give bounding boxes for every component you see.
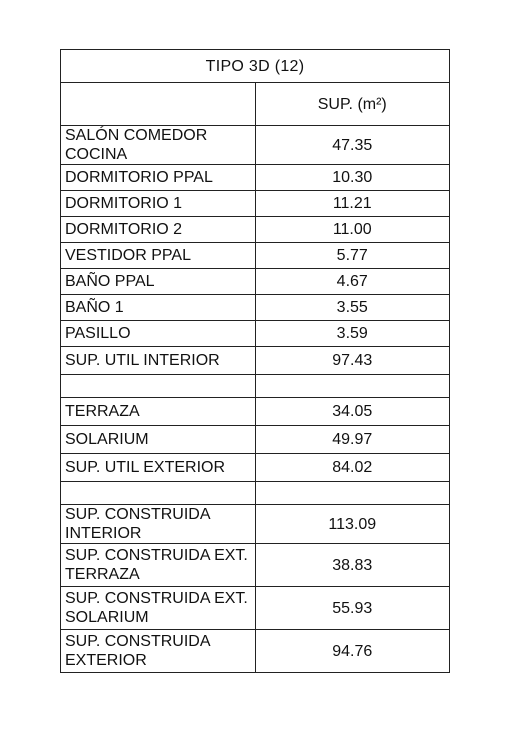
- area-value: 5.77: [255, 243, 450, 269]
- total-label: SUP. CONSTRUIDA EXT. TERRAZA: [61, 544, 256, 587]
- table-row: [61, 295, 450, 321]
- title-row: [61, 50, 450, 83]
- table-row: [61, 426, 450, 454]
- room-label: DORMITORIO 2: [61, 217, 256, 243]
- table-row: [61, 243, 450, 269]
- surface-area-table: [60, 49, 450, 673]
- table-row: [61, 269, 450, 295]
- subtotal-value: 84.02: [255, 454, 450, 482]
- table-row: [61, 321, 450, 347]
- area-value: 3.55: [255, 295, 450, 321]
- area-value: 4.67: [255, 269, 450, 295]
- table-title: TIPO 3D (12): [61, 50, 450, 83]
- subtotal-value: 97.43: [255, 347, 450, 375]
- spacer-row: [61, 482, 450, 505]
- total-label: SUP. CONSTRUIDA EXTERIOR: [61, 630, 256, 673]
- subtotal-label: SUP. UTIL EXTERIOR: [61, 454, 256, 482]
- total-label: SUP. CONSTRUIDA EXT. SOLARIUM: [61, 587, 256, 630]
- spacer-row: [61, 375, 450, 398]
- table-row: [61, 191, 450, 217]
- header-row: [61, 83, 450, 126]
- table-row: [61, 165, 450, 191]
- total-row: [61, 587, 450, 630]
- area-value: 34.05: [255, 398, 450, 426]
- table-row: [61, 217, 450, 243]
- empty-cell: [61, 482, 256, 505]
- table-row: [61, 398, 450, 426]
- room-label: TERRAZA: [61, 398, 256, 426]
- room-label: DORMITORIO PPAL: [61, 165, 256, 191]
- total-value: 94.76: [255, 630, 450, 673]
- subtotal-row: [61, 347, 450, 375]
- area-value: 47.35: [255, 126, 450, 165]
- total-value: 113.09: [255, 505, 450, 544]
- total-row: [61, 544, 450, 587]
- room-label: PASILLO: [61, 321, 256, 347]
- room-label: SALÓN COMEDOR COCINA: [61, 126, 256, 165]
- column-header-surface: SUP. (m²): [255, 83, 450, 126]
- empty-cell: [255, 375, 450, 398]
- area-value: 11.00: [255, 217, 450, 243]
- total-value: 55.93: [255, 587, 450, 630]
- header-empty-cell: [61, 83, 256, 126]
- subtotal-label: SUP. UTIL INTERIOR: [61, 347, 256, 375]
- table-row: [61, 126, 450, 165]
- total-row: [61, 505, 450, 544]
- total-label: SUP. CONSTRUIDA INTERIOR: [61, 505, 256, 544]
- area-value: 3.59: [255, 321, 450, 347]
- room-label: SOLARIUM: [61, 426, 256, 454]
- area-value: 11.21: [255, 191, 450, 217]
- total-row: [61, 630, 450, 673]
- empty-cell: [255, 482, 450, 505]
- area-value: 10.30: [255, 165, 450, 191]
- room-label: DORMITORIO 1: [61, 191, 256, 217]
- area-value: 49.97: [255, 426, 450, 454]
- subtotal-row: [61, 454, 450, 482]
- total-value: 38.83: [255, 544, 450, 587]
- empty-cell: [61, 375, 256, 398]
- room-label: BAÑO PPAL: [61, 269, 256, 295]
- room-label: BAÑO 1: [61, 295, 256, 321]
- room-label: VESTIDOR PPAL: [61, 243, 256, 269]
